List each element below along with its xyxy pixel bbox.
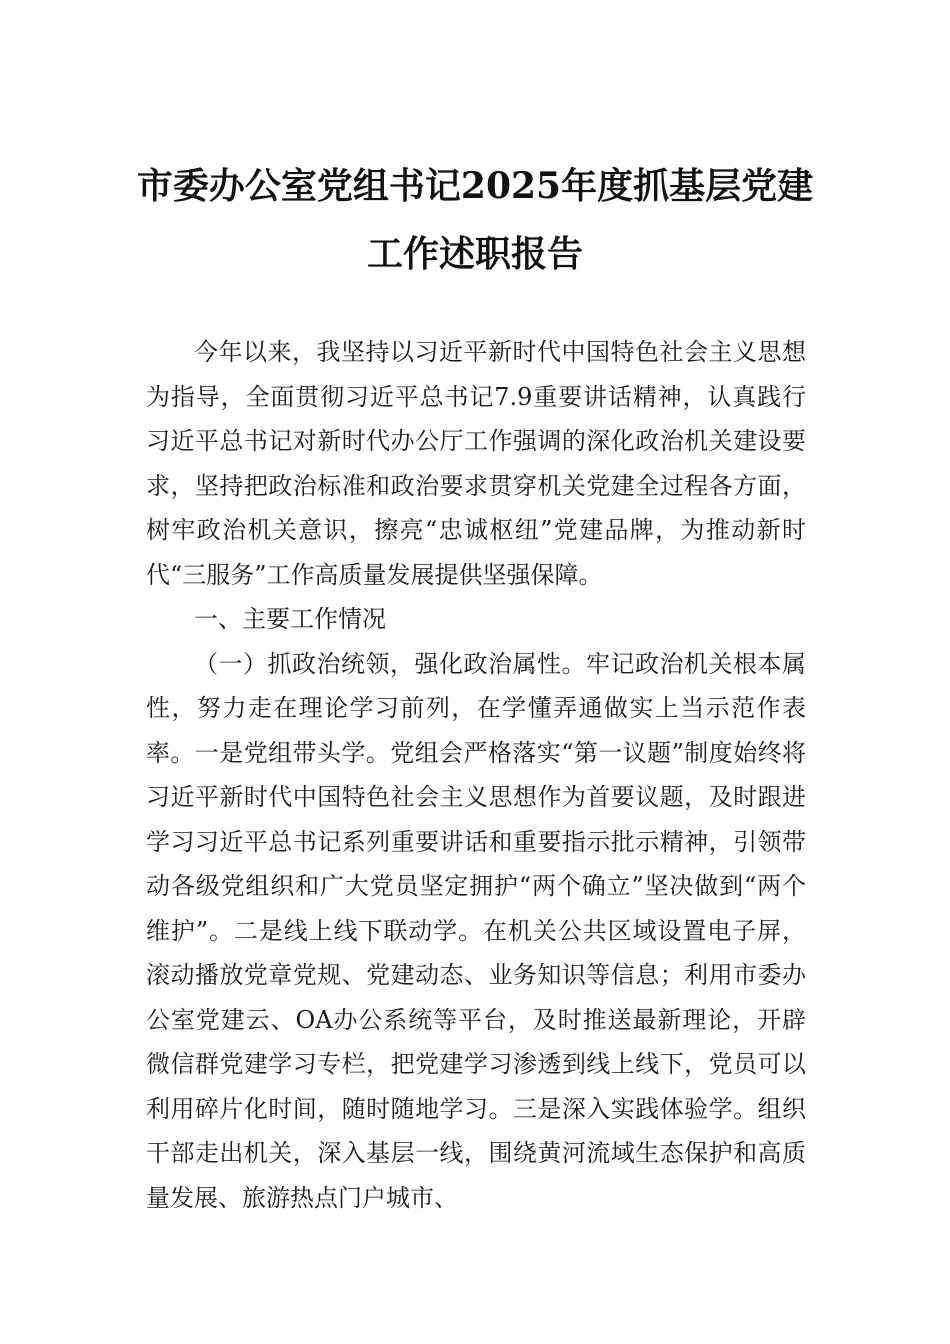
section-heading: 一、主要工作情况: [194, 605, 386, 633]
subsection-text: 牢记政治机关根本属性，努力走在理论学习前列，在学懂弄通做实上当示范作表率。一是党组带头学。党组会严格落实“第一议题”制度始终将习近平新时代中国特色社会主义思想作为首要议题，及时跟进学习习近平总书记系列重要讲话和重要指示批示精神，引领带动各级党组织和广大党员坚定拥护“两个确立”坚决做到“两个维护”。二是线上线下联动学。在机关公共区域设置电子屏，滚动播放党章党规、党建动态、业务知识等信息；利用市委办公室党建云、OA办公系统等平台，及时推送最新理论，开辟微信群党建学习专栏，把党建学习渗透到线上线下，党员可以利用碎片化时间，随时随地学习。三是深入实践体验学。组织干部走出机关，深入基层一线，围绕黄河流域生态保护和高质量发展、旅游热点门户城市、: [146, 649, 806, 1212]
document-body: [146, 330, 806, 1220]
document-title-line-1: 市委办公室党组书记2025年度抓基层党建: [136, 165, 814, 207]
intro-paragraph: 今年以来，我坚持以习近平新时代中国特色社会主义思想为指导，全面贯彻习近平总书记7.9重要讲话精神，认真践行习近平总书记对新时代办公厅工作强调的深化政治机关建设要求，坚持把政治标准和政治要求贯穿机关党建全过程各方面，树牢政治机关意识，擦亮“忠诚枢纽”党建品牌，为推动新时代“三服务”工作高质量发展提供坚强保障。: [146, 338, 806, 589]
subsection-paragraph: [146, 642, 806, 1221]
document-title-line-2: 工作述职报告: [366, 233, 583, 275]
subsection-lead: （一）抓政治统领，强化政治属性。: [194, 649, 586, 678]
